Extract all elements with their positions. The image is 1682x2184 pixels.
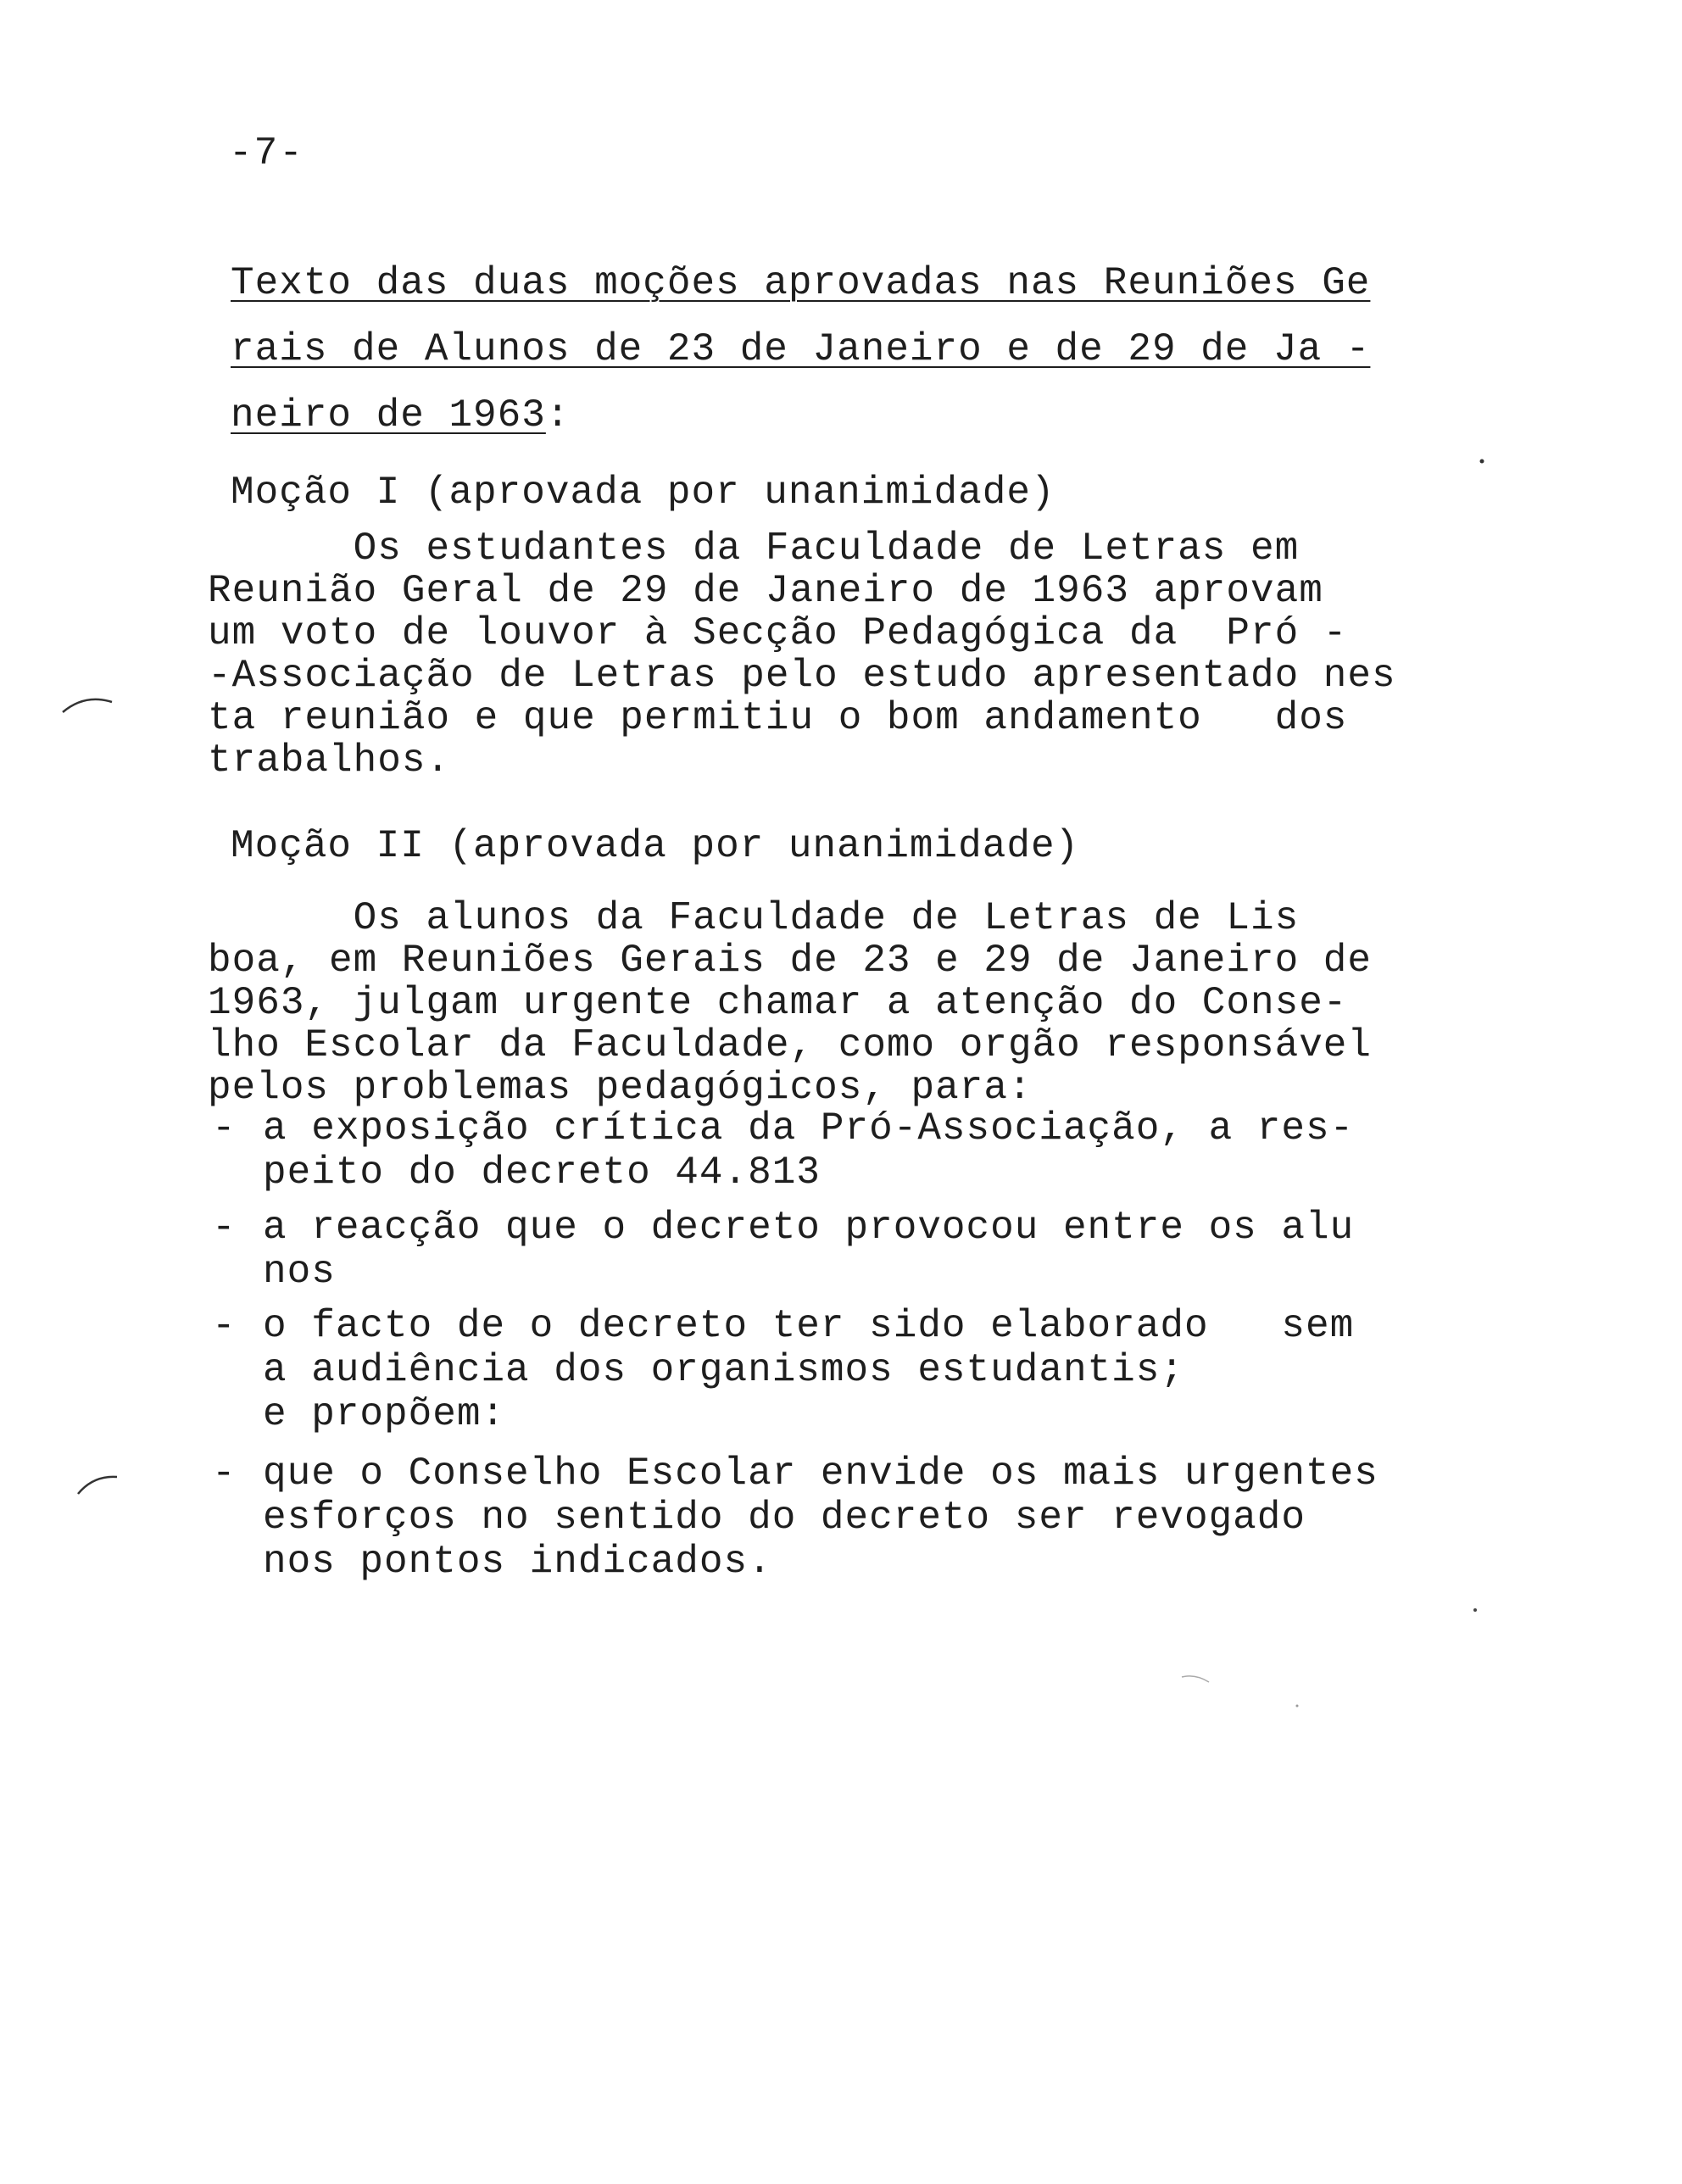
motion-2-text: [208, 897, 1372, 1109]
bullet-dash: -: [212, 1304, 237, 1348]
page-number: -7-: [229, 131, 304, 176]
list-item-text: a reacção que o decreto provocou entre os alu nos: [263, 1206, 1355, 1294]
text-line: lho Escolar da Faculdade, como orgão responsável: [208, 1023, 1373, 1067]
text-line: pelos problemas pedagógicos, para:: [208, 1066, 1033, 1110]
list-item-text: a exposição crítica da Pró-Associação, a res- peito do decreto 44.813: [263, 1106, 1355, 1195]
bullet-dash: -: [212, 1106, 237, 1150]
motion-2-title: Moção II (aprovada por unanimidade): [231, 824, 1080, 868]
speck-mark: [1479, 458, 1485, 465]
heading-line: Texto das duas moções aprovadas nas Reuniões Ge: [231, 261, 1371, 305]
bullet-dash: -: [212, 1451, 237, 1496]
text-line: 1963, julgam urgente chamar a atenção do Conse-: [208, 981, 1348, 1025]
list-item-text: o facto de o decreto ter sido elaborado sem a audiência dos organismos estudantis; e propõem:: [263, 1304, 1355, 1436]
text-line: Os alunos da Faculdade de Letras de Lis: [208, 896, 1300, 940]
text-line: ta reunião e que permitiu o bom andamento dos: [208, 696, 1348, 740]
heading-line: neiro de 1963:: [231, 393, 571, 437]
document-heading: [231, 250, 1451, 448]
text-line: trabalhos.: [208, 738, 451, 783]
text-line: um voto de louvor à Secção Pedagógica da Pró -: [208, 611, 1348, 655]
smudge-mark: [1178, 1670, 1306, 1713]
motion-1-title: Moção I (aprovada por unanimidade): [231, 471, 1055, 515]
heading-line: rais de Alunos de 23 de Janeiro e de 29 de Ja -: [231, 327, 1371, 371]
list-item-text: que o Conselho Escolar envide os mais urgentes esforços no sentido do decreto ser revogado nos pontos indicados.: [263, 1451, 1378, 1584]
punch-hole-mark: [59, 687, 119, 721]
text-line: Os estudantes da Faculdade de Letras em: [208, 526, 1300, 571]
text-line: -Associação de Letras pelo estudo apresentado nes: [208, 654, 1396, 698]
text-line: Reunião Geral de 29 de Janeiro de 1963 aprovam: [208, 569, 1323, 613]
speck-mark: [1472, 1607, 1479, 1613]
motion-1-text: [208, 527, 1396, 782]
bullet-dash: -: [212, 1206, 237, 1250]
punch-hole-mark: [75, 1467, 125, 1501]
text-line: boa, em Reuniões Gerais de 23 e 29 de Janeiro de: [208, 939, 1373, 983]
